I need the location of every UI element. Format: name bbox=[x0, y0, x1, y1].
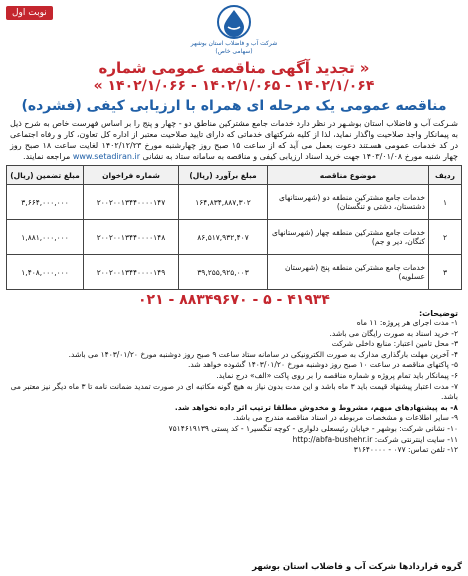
note-item: ۸- به پیشنهادهای مبهم، مشروط و مخدوش مطلقا ترتیب اثر داده نخواهد شد. bbox=[174, 402, 458, 412]
row-guarantee: ۳,۶۶۴,۰۰۰,۰۰۰ bbox=[7, 185, 84, 220]
note-item: ۵- پاکتهای مناقصه در ساعت ۱۰ صبح روز دوشنبه مورخ ۱۴۰۳/۰۱/۲۰ گشوده خواهد شد. bbox=[188, 360, 458, 370]
note-item: ۱- مدت اجرای هر پروژه: ۱۱ ماه bbox=[356, 318, 458, 327]
row-number: ۲ bbox=[429, 220, 462, 255]
row-estimate: ۳۹,۲۵۵,۹۲۵,۰۰۳ bbox=[179, 255, 268, 290]
table-header-row bbox=[7, 166, 462, 185]
note-item: ۱۲- تلفن تماس: ۰۷۷ - ۳۱۶۴۰۰۰۰ bbox=[353, 445, 458, 455]
intro-text: شـرکت آب و فاضلاب استان بوشـهر در نظر دارد خدمات جامع مشترکین مناطق دو - چهار و پنج را بر اساس فهرست خاص به شرح ذیل به پیمانکار واجد صلاحیت واگذار نماید، لذا از کلیه شرکتهای خدماتی که دارای تایید صلاحیت معتبر از اداره کل تعاون، کار و رفاه اجتماعی در کد خدمات عمومی هسـتند دعوت بعمل می آید که از ساعت ۱۵ صبح روز چهارشنبه مورخ ۱۴۰۲/۱۲/۲۳ لغایت ساعت ۱۸ صبح روز چهار شنبه مورخ ۱۴۰۳/۰۱/۰۸ جهت خرید اسناد ارزیابی کیفی و مناقصه به سامانه ستاد به نشانی bbox=[10, 119, 459, 161]
row-subject: خدمات جامع مشترکین منطقه پنج (شهرستان عسلویه) bbox=[268, 255, 429, 290]
row-call-number: ۲۰۰۲۰۰۱۳۴۴۰۰۰۰۱۴۷ bbox=[84, 185, 179, 220]
row-estimate: ۸۶,۵۱۷,۹۳۲,۴۰۷ bbox=[179, 220, 268, 255]
footer-signature: گروه قراردادها شرکت آب و فاضلاب استان بوشهر bbox=[252, 562, 462, 572]
header-row-number: ردیف bbox=[429, 166, 462, 185]
note-item: ۷- مدت اعتبار پیشنهاد قیمت باید ۳ ماه باشد و این مدت بدون نیاز به هیچ گونه مکاتبه ای در صورت تمدید ضمانت نامه تا ۳ ماه دیگر نیز معتبر می باشد. bbox=[10, 381, 458, 402]
table-row bbox=[7, 185, 462, 220]
note-item: ۱۰- نشانی شرکت: بوشهر - خیابان رئیسعلی دلواری - کوچه تنگسیر۱ - کد پستی ۷۵۱۴۶۱۹۱۳۹ bbox=[168, 423, 458, 433]
note-item: ۲- خرید اسناد به صورت رایگان می باشد. bbox=[329, 328, 458, 338]
notice-title-line3: مناقصه عمومی یک مرحله ای همراه با ارزیابی کیفی (فشرده) bbox=[21, 98, 447, 114]
note-item-website[interactable]: ۱۱- سایت اینترنتی شرکت: http://abfa-bushehr.ir bbox=[292, 434, 458, 444]
note-item: ۶- پیمانکار باید تمام پروژه و شماره مناقصه را بر روی پاکت «الف» درج نماید. bbox=[216, 370, 458, 380]
note-item: ۹- سایر اطلاعات و مشخصات مربوطه در اسناد مناقصه مندرج می باشد. bbox=[232, 413, 458, 423]
notice-title-line1: « تجدید آگهی مناقصه عمومی شماره bbox=[98, 59, 370, 77]
company-subtitle: (سهامی خاص) bbox=[215, 48, 253, 55]
intro-paragraph bbox=[10, 118, 458, 162]
row-call-number: ۲۰۰۲۰۰۱۳۴۴۰۰۰۰۱۴۹ bbox=[84, 255, 179, 290]
tender-table bbox=[6, 165, 462, 290]
table-row bbox=[7, 220, 462, 255]
note-item: ۳- محل تامین اعتبار: منابع داخلی شرکت bbox=[331, 339, 458, 349]
table-row bbox=[7, 255, 462, 290]
notice-title-line2: ۱۴۰۲/۱/۰۶۴ - ۱۴۰۲/۱/۰۶۵ - ۱۴۰۲/۱/۰۶۶ » bbox=[93, 78, 375, 94]
row-subject: خدمات جامع مشترکین منطقه چهار (شهرستانهای کنگان، دیر و جم) bbox=[268, 220, 429, 255]
company-name: شرکت آب و فاضلاب استان بوشهر bbox=[190, 40, 278, 47]
company-logo bbox=[6, 4, 462, 56]
header-guarantee: مبلغ تضمین (ریال) bbox=[7, 166, 84, 185]
row-estimate: ۱۶۴,۸۳۴,۸۸۷,۳۰۲ bbox=[179, 185, 268, 220]
intro-end: مراجعه نمایند. bbox=[23, 152, 71, 161]
notes-list bbox=[10, 318, 458, 456]
first-notice-badge: نوبت اول bbox=[6, 6, 53, 20]
header-estimate: مبلغ برآورد (ریال) bbox=[179, 166, 268, 185]
setad-link[interactable]: www.setadiran.ir bbox=[72, 152, 140, 161]
row-subject: خدمات جامع مشترکین منطقه دو (شهرستانهای دشتستان، دشتی و تنگستان) bbox=[268, 185, 429, 220]
row-guarantee: ۱,۴۰۸,۰۰۰,۰۰۰ bbox=[7, 255, 84, 290]
row-call-number: ۲۰۰۲۰۰۱۳۴۴۰۰۰۰۱۴۸ bbox=[84, 220, 179, 255]
notes-title: توضیحات: bbox=[418, 309, 458, 318]
row-guarantee: ۱,۸۸۱,۰۰۰,۰۰۰ bbox=[7, 220, 84, 255]
row-number: ۳ bbox=[429, 255, 462, 290]
header-subject: موضوع مناقصه bbox=[268, 166, 429, 185]
phone-banner: ۰۲۱ - ۸۸۳۴۹۶۷۰ - ۵ - ۴۱۹۳۴ bbox=[138, 292, 330, 308]
water-drop-logo-icon bbox=[212, 4, 256, 40]
header-call-number: شماره فراخوان bbox=[84, 166, 179, 185]
note-item: ۴- آخرین مهلت بارگذاری مدارک به صورت الکترونیکی در سامانه ستاد ساعت ۹ صبح روز دوشنبه مورخ ۱۴۰۳/۰۱/۲۰ می باشد. bbox=[68, 349, 458, 359]
row-number: ۱ bbox=[429, 185, 462, 220]
